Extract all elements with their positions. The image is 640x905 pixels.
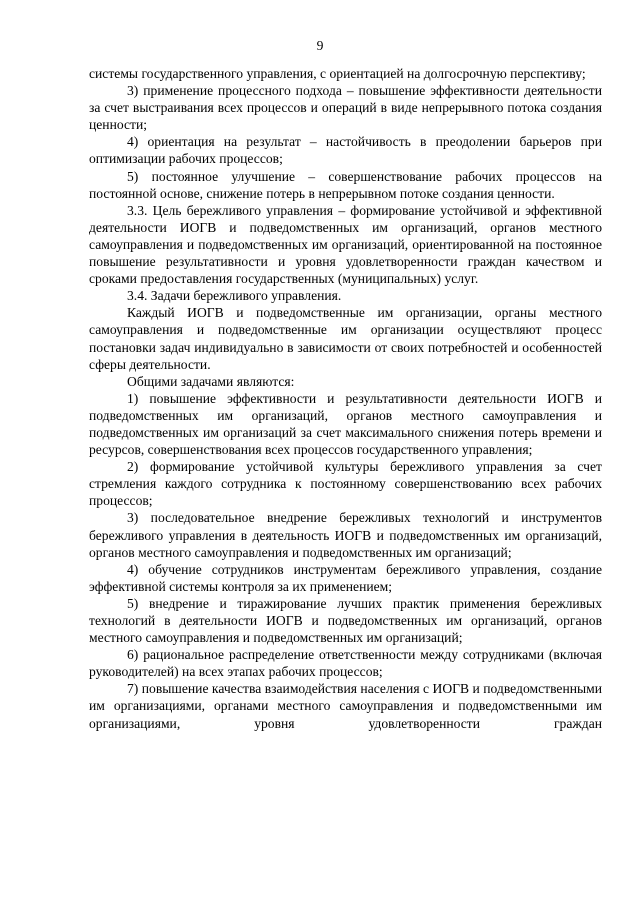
paragraph-task-1: 1) повышение эффективности и результативности деятельности ИОГВ и подведомственных им организаций, органов местного самоуправления и подведомственных им организаций за счет максимального снижения потерь времени и ресурсов, совершенствования всех процессов государственного управления; [89,390,602,458]
paragraph-item-4: 4) ориентация на результат – настойчивость в преодолении барьеров при оптимизации рабочих процессов; [89,134,602,167]
paragraph-section-3-3: 3.3. Цель бережливого управления – формирование устойчивой и эффективной деятельности ИОГВ и подведомственных им организаций, органов местного самоуправления и подведомственных им организаций, ориентированной на постоянное повышение результативности и уровня удовлетворенности граждан качеством и сроками предоставления государственных (муниципальных) услуг. [89,202,602,287]
paragraph-task-7: 7) повышение качества взаимодействия населения с ИОГВ и подведомственными им организациями, органами местного самоуправления и подведомственными им организациями, уровня удовлетворенности граждан [89,681,602,731]
paragraph-continuation: системы государственного управления, с ориентацией на долгосрочную перспективу; [89,66,586,81]
paragraph-task-2: 2) формирование устойчивой культуры бережливого управления за счет стремления каждого сотрудника к постоянному совершенствованию всех рабочих процессов; [89,459,602,509]
paragraph-task-4: 4) обучение сотрудников инструментам бережливого управления, создание эффективной системы контроля за их применением; [89,561,602,594]
page-number: 9 [316,38,324,53]
paragraph-task-6: 6) рациональное распределение ответственности между сотрудниками (включая руководителей) на всех этапах рабочих процессов; [89,647,602,680]
paragraph-common-tasks-heading: Общими задачами являются: [127,373,295,389]
paragraph-item-3: 3) применение процессного подхода – повышение эффективности деятельности за счет выстраивания всех процессов и операций в виде непрерывного потока создания ценности; [89,83,602,133]
paragraph-section-3-4: 3.4. Задачи бережливого управления. [127,288,342,304]
paragraph-task-3: 3) последовательное внедрение бережливых технологий и инструментов бережливого управления в деятельность ИОГВ и подведомственных им организаций, органов местного самоуправления и подведомственных им организаций; [89,510,602,560]
paragraph-task-5: 5) внедрение и тиражирование лучших практик применения бережливых технологий в деятельности ИОГВ и подведомственных им организаций, органов местного самоуправления и подведомственных им организаций; [89,595,602,646]
document-body [89,65,602,732]
paragraph-item-5: 5) постоянное улучшение – совершенствование рабочих процессов на постоянной основе, снижение потерь в непрерывном потоке создания ценности. [89,168,602,201]
paragraph-tasks-intro: Каждый ИОГВ и подведомственные им организации, органы местного самоуправления и подведомственные им организации осуществляют процесс постановки задач индивидуально в зависимости от своих потребностей и особенностей сферы деятельности. [89,305,602,372]
